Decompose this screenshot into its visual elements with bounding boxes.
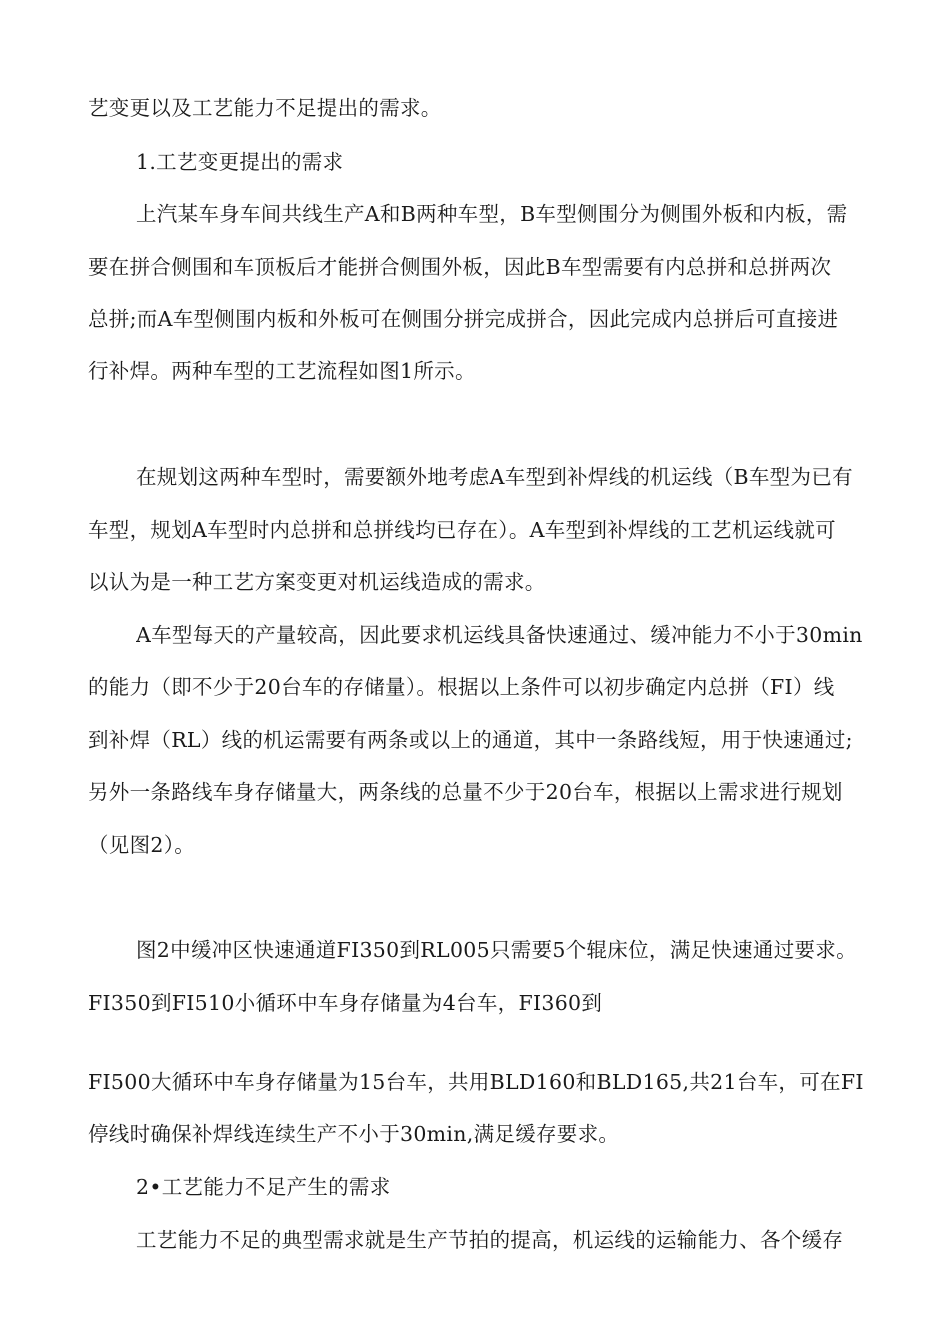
text-line: 要在拼合侧围和车顶板后才能拼合侧围外板，因此B车型需要有内总拼和总拼两次: [88, 255, 832, 279]
text-line: 总拼;而A车型侧围内板和外板可在侧围分拼完成拼合，因此完成内总拼后可直接进: [88, 307, 839, 331]
section-heading: 2•工艺能力不足产生的需求: [136, 1175, 391, 1199]
text-line: 艺变更以及工艺能力不足提出的需求。: [88, 96, 442, 120]
text-line: 行补焊。两种车型的工艺流程如图1所示。: [88, 359, 476, 383]
text-line: （见图2）。: [88, 833, 196, 857]
text-line: 工艺能力不足的典型需求就是生产节拍的提高，机运线的运输能力、各个缓存: [136, 1228, 844, 1252]
text-line: 车型，规划A车型时内总拼和总拼线均已存在）。A车型到补焊线的工艺机运线就可: [88, 518, 836, 542]
text-line: 另外一条路线车身存储量大，两条线的总量不少于20台车，根据以上需求进行规划: [88, 780, 843, 804]
text-line: 图2中缓冲区快速通道FI350到RL005只需要5个辊床位，满足快速通过要求。: [136, 938, 857, 962]
text-line: 停线时确保补焊线连续生产不小于30min,满足缓存要求。: [88, 1122, 620, 1146]
text-line: 以认为是一种工艺方案变更对机运线造成的需求。: [88, 570, 546, 594]
text-line: FI350到FI510小循环中车身存储量为4台车，FI360到: [88, 991, 603, 1015]
section-heading: 1.工艺变更提出的需求: [136, 150, 344, 174]
text-line: 上汽某车身车间共线生产A和B两种车型，B车型侧围分为侧围外板和内板，需: [136, 202, 848, 226]
text-line: 到补焊（RL）线的机运需要有两条或以上的通道，其中一条路线短，用于快速通过;: [88, 728, 853, 752]
text-line: 在规划这两种车型时，需要额外地考虑A车型到补焊线的机运线（B车型为已有: [136, 465, 853, 489]
text-line: FI500大循环中车身存储量为15台车，共用BLD160和BLD165,共21台车，可在FI: [88, 1070, 864, 1094]
text-line: A车型每天的产量较高，因此要求机运线具备快速通过、缓冲能力不小于30min: [136, 623, 863, 647]
text-line: 的能力（即不少于20台车的存储量）。根据以上条件可以初步确定内总拼（FI）线: [88, 675, 835, 699]
